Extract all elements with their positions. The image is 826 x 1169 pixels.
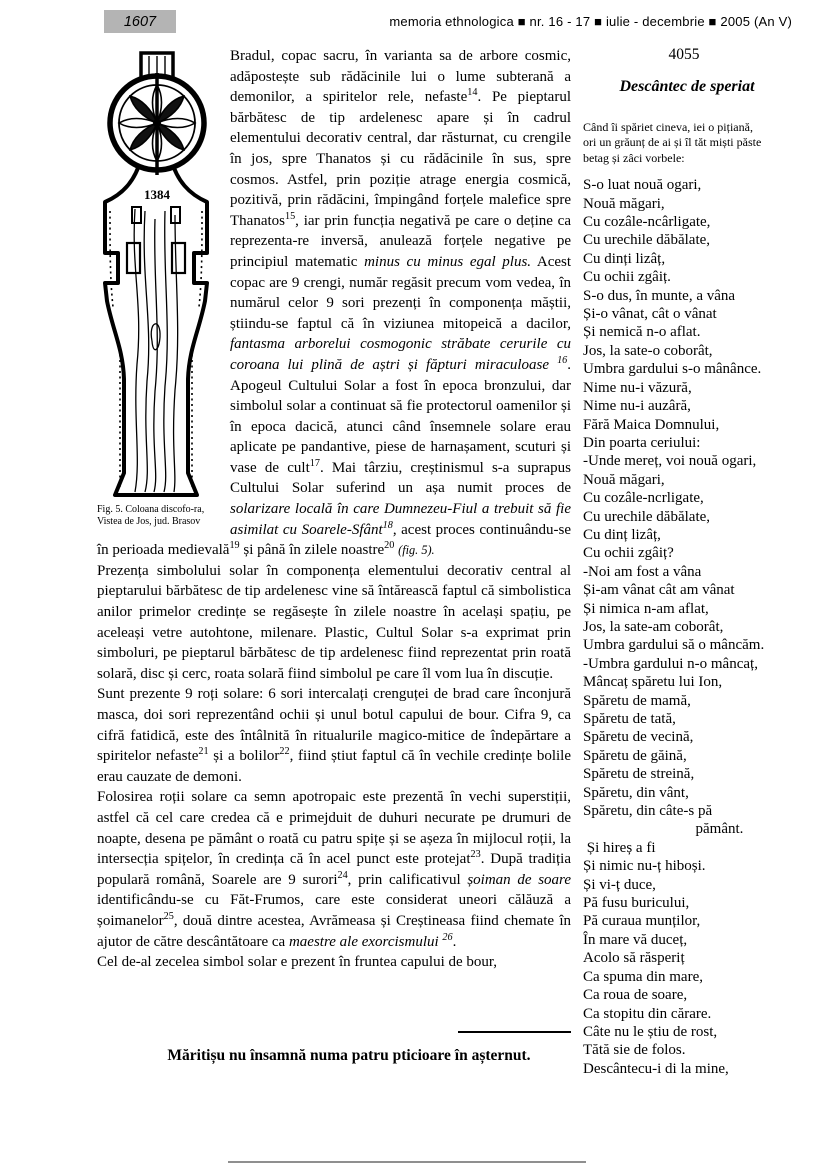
text-segment: (fig. 5). [398,543,435,558]
poem-line: Umbra gardului s-o mânânce. [583,361,762,378]
text-segment: 22 [279,746,290,758]
poem-line: Cu cozâle-ncârligate, [583,214,711,231]
figure-caption-line: Fig. 5. Coloana discofo-ra, [97,504,205,515]
poem-line: Și-am vânat cât am vânat [583,582,735,599]
poem-line: Cu dinți lizâț, [583,250,666,267]
text-segment: , fiind știut faptul că în vechile credințe bolile erau cauzate de demoni. [97,748,571,785]
figure-caption [97,504,221,527]
solar-disc [110,73,204,175]
page-bottom-rule [228,1161,586,1163]
column-shaft-outline [105,159,207,495]
text-segment: 20 [384,540,395,552]
poem-line: Și-o vânat, cât o vânat [583,306,717,323]
poem-line: Cu urechile dăbălate, [583,508,711,525]
footnote-separator [458,1031,571,1033]
poem-line: Câte nu le știu de rost, [583,1023,718,1040]
text-segment: Folosirea roții solare ca semn apotropaic este prezentă în vechi superstiții, astfel că cel care credea că e primejduit de duhuri necurate pe drumuri de noapte, desena pe pământ o roată cu patru spițe și se așeza în mijlocul roții, la intersecția spițelor, în credința că în acel punct este protejat [97,789,571,868]
text-segment: 19 [229,540,240,552]
text-segment: 16 [557,354,568,366]
charm-intro-line: Când îi spăriet cineva, iei o pițiană, [583,120,753,134]
text-segment: Acest copac are 9 crengi, număr regăsit precum vom vedea, în numărul celor 9 sori prezenți în componența măștii, știindu-se faptul că în viziunea mitopeică a dacilor, [230,253,572,332]
poem-line: Descântecu-i di la mine, [583,1060,729,1077]
poem-line: Ca roua de soare, [583,987,688,1004]
journal-header: memoria ethnologica ■ nr. 16 - 17 ■ iulie - decembrie ■ 2005 (An V) [389,14,792,29]
text-segment: Prezența simbolului solar în componența elementului decorativ central al pieptarului bărbătesc de tip ardelenesc vine să întărească faptul că simbolistica anilor primelor credințe se regăsește în zilele noastre în același spațiu, pe aceleași vetre autohtone, milenare. Plastic, Cultul Solar s-a exprimat prin simboluri, pe pieptarul bărbătesc de tip ardelenesc fiind reprezentat prin roată solară, disc și cerc, roata solară fiind simbolul pe care îl vom lua în discuție. [97,562,571,682]
text-segment: 15 [284,210,296,222]
text-segment: . Apogeul Cultului Solar a fost în epoca bronzului, dar simbolul solar a continuat să fie protectorul oamenilor și în epoca dacică, atunci când însemnele solare erau aplicate pe pandantive, piese de harnașament, scuturi și vase de cult [230,356,571,476]
poem-line: Pă curaua munților, [583,913,701,930]
poem-line: Și nemică n-o aflat. [583,324,701,341]
text-segment: . După tradiția populară română, Soarele are 9 surori [97,851,571,888]
text-segment: , prin calificativul [347,871,468,888]
text-segment: și a bolilor [208,748,280,765]
text-segment: și până în zilele noastre [239,542,385,559]
text-segment: maestre ale exorcismului [288,933,443,950]
poem-line: Spăretu de streină, [583,766,695,783]
poem-line: Umbra gardului să o mâncăm. [583,637,765,654]
poem-line: Cu dinț lizâț, [583,526,661,543]
poem-line: Nouă măgari, [583,471,665,488]
figure-caption-line: Vistea de Jos, jud. Brasov [97,515,201,527]
poem-line: S-o dus, în munte, a vâna [583,287,736,304]
poem-line: Cu urechile dăbălate, [583,232,711,249]
charm-intro-line: betag și zâci vorbele: [583,150,685,165]
poem-line: -Noi am fost a vâna [583,563,702,580]
poem-line: În mare vă duceț, [583,931,688,948]
poem-line: Și hireș a fi [583,839,656,856]
text-segment: 24 [337,869,348,881]
poem-line: Pă fusu buricului, [583,895,690,912]
text-segment: 14 [467,87,478,99]
text-segment: solarizare locală în care Dumnezeu-Fiul a trebuit să fie asimilat cu Soarele-Sfânt [230,501,571,538]
text-segment: 23 [470,849,481,861]
text-segment: , acest proces continuându-se în perioada medievală [97,521,571,559]
text-segment: . Pe pieptarul bărbătesc de tip ardelenesc apare și în cadrul elementului decorativ central, dar răsturnat, cu crengile în jos, spre Thanatos și cu rădăcinile în sus, spre cosmos. Astfel, prin poziție atrage energia cosmică, pozitivă, prin rădăcini, împingând forțele malefice spre Thanatos [230,89,571,229]
poem-line: Spăretu de mamă, [583,692,691,709]
text-segment: 26 [442,931,453,943]
text-segment: . Mai târziu, creștinismul s-a suprapus Cultului Solar suferind un așa numit proces de [230,459,571,497]
poem-line: Nime nu-i văzură, [583,379,692,396]
poem-line: -Umbra gardului n-o mâncaț, [583,655,758,672]
poem-line: Din poarta ceriului: [583,434,701,451]
poem-line: Spăretu de tată, [583,711,676,727]
poem-line: Tătă sie de folos. [583,1042,686,1059]
poem-line: Spăretu, din câte-s pă [583,803,713,820]
charm-poem [583,176,805,1078]
poem-line: Ca spuma din mare, [583,968,703,985]
carved-column-illustration [97,49,215,501]
text-segment: Cel de-al zecelea simbol solar e prezent în fruntea capului de bour, [97,954,498,971]
poem-line: Spăretu, din vânt, [583,784,689,801]
poem-line: -Unde mereț, voi nouă ogari, [583,453,757,470]
poem-line: Jos, la sate-o coborât, [583,342,713,359]
poem-line: Mâncaț spăretu lui Ion, [583,674,723,691]
poem-line: Jos, la sate-am coborât, [583,618,724,635]
charm-number: 4055 [668,46,700,63]
text-segment: . [452,933,457,950]
poem-line: Ca stopitu din cărare. [583,1005,712,1022]
main-article [97,46,571,973]
poem-line: S-o luat nouă ogari, [583,177,702,194]
poem-line: Nime nu-i auzâră, [583,398,691,415]
text-segment: 17 [309,457,320,469]
poem-line: Fără Maica Domnului, [583,416,720,433]
poem-line: Spăretu de găină, [583,747,687,764]
text-segment: Sunt prezente 9 roți solare: 6 sori intercalați crenguței de brad care înconjură masca, doi sori reprezentând ochii și unul botul capului de bour. Cifra 9, ca cifră fatidică, este des întâlnită în ritualurile magico-mitice de îndepărtare a spiritelor nefaste [97,686,571,765]
page-number: 1607 [123,13,157,30]
text-segment: minus cu minus egal plus. [364,253,532,270]
text-segment: 25 [163,910,174,922]
bottom-proverb: Măritișu nu însamnă numa patru pticioare în așternut. [167,1047,531,1064]
poem-line: Și nimic nu-ț hiboși. [583,858,706,875]
text-segment: Bradul, copac sacru, în varianta sa de arbore cosmic, adăpostește sub rădăcinile lui o lume subterană a demonilor, a spiritelor rele, nefaste [230,48,571,106]
charm-title: Descântec de speriat [619,78,755,95]
poem-line: Spăretu de vecină, [583,729,694,746]
text-segment: șoiman de soare [467,871,571,888]
poem-line: Cu cozâle-ncrligate, [583,490,704,507]
text-segment: , două dintre acestea, Avrămeasa și Creștineasa fiind chemate în ajutor de către descântătoare ca [97,912,571,950]
poem-line: pământ. [583,821,744,838]
text-segment: identificându-se cu Făt-Frumos, care este considerat uneori călăuză a șoimanelor [97,892,571,929]
charm-intro-line: ori un grăunț de ai și îl tăt miști păste [583,135,762,150]
poem-line: Nouă măgari, [583,195,665,212]
text-segment: 21 [198,746,209,758]
article-paragraph [97,787,571,952]
text-segment: 18 [382,519,393,531]
text-segment: , iar prin funcția negativă pe care o deține ca reprezenta-re inversă, anulează forțele negative pe principiul matematic [230,212,571,270]
figure-5 [97,49,221,527]
poem-line: Și nimica n-am aflat, [583,600,709,617]
charm-intro [583,120,805,166]
article-paragraph [97,952,571,973]
poem-line: Acolo să răsperiț [583,950,685,967]
poem-line: Și vi-ț duce, [583,876,656,893]
text-segment: fantasma arborelui cosmogonic străbate cerurile cu coroana lui plină de aștri și făpturi miraculoase [230,336,571,373]
poem-line: Cu ochii zgâiț. [583,269,671,286]
article-paragraph [97,561,571,685]
article-paragraph [97,684,571,787]
page-number-badge [104,10,176,33]
poem-line: Cu ochii zgâiț? [583,545,674,562]
engraved-year: 1384 [144,187,170,202]
charm-column [583,46,805,1078]
